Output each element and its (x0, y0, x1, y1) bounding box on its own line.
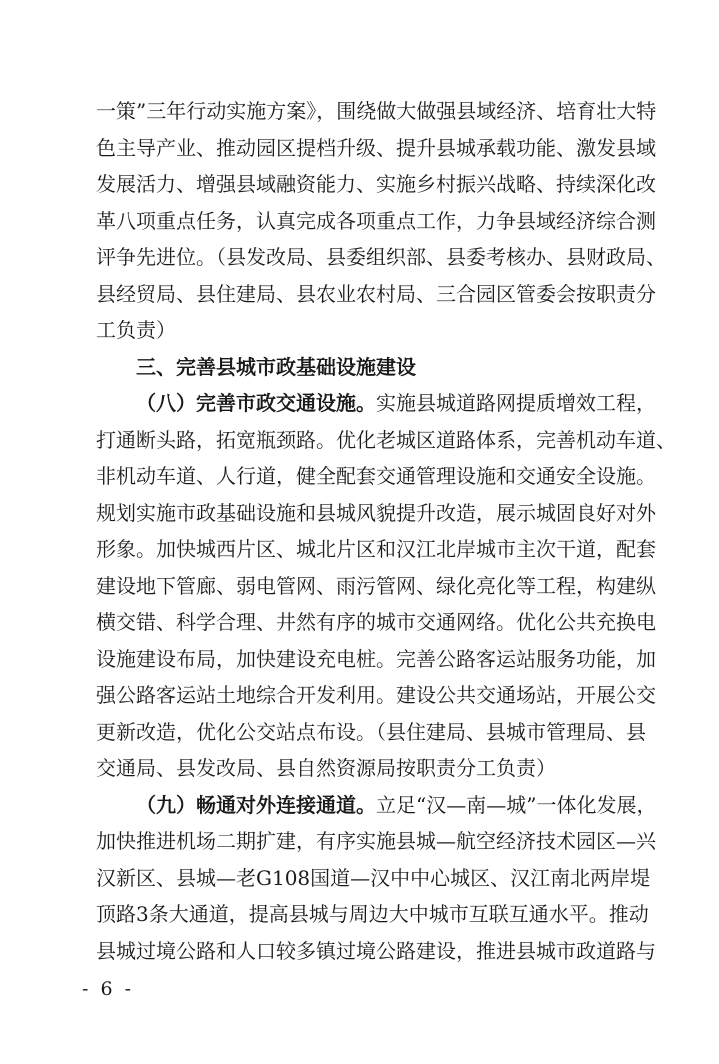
paragraph-line: 规划实施市政基础设施和县城风貌提升改造，展示城固良好对外 (96, 500, 656, 525)
item-eight-first-line (96, 385, 656, 422)
paragraph-line: 汉新区、县城—老G108国道—汉中中心城区、汉江南北两岸堤 (96, 865, 651, 890)
paragraph-line: 交通局、县发改局、县自然资源局按职责分工负责） (96, 756, 556, 780)
paragraph-line: 非机动车道、人行道，健全配套交通管理设施和交通安全设施。 (96, 464, 656, 488)
item-eight-title: （八）完善市政交通设施。 (136, 391, 376, 415)
paragraph-line: 评争先进位。（县发改局、县委组织部、县委考核办、县财政局、 (96, 245, 666, 269)
paragraph-line: 更新改造，优化公交站点布设。（县住建局、县城市管理局、县 (96, 719, 646, 744)
paragraph-line: 县城过境公路和人口较多镇过境公路建设，推进县城市政道路与 (96, 938, 656, 963)
item-nine-lead: 立足“汉—南—城”一体化发展， (376, 792, 657, 817)
paragraph-line: 一策”三年行动实施方案》，围绕做大做强县域经济、培育壮大特 (96, 99, 657, 123)
paragraph-line: 设施建设布局，加快建设充电桩。完善公路客运站服务功能，加 (96, 646, 656, 671)
paragraph-line: 县经贸局、县住建局、县农业农村局、三合园区管委会按职责分 (96, 281, 656, 306)
paragraph-line: 强公路客运站土地综合开发利用。建设公共交通场站，开展公交 (96, 683, 656, 707)
paragraph-line: 横交错、科学合理、井然有序的城市交通网络。优化公共充换电 (96, 610, 656, 634)
paragraph-line: 色主导产业、推动园区提档升级、提升县城承载功能、激发县域 (96, 135, 656, 160)
page-number: - 6 - (82, 978, 135, 1000)
item-nine-first-line (96, 787, 657, 824)
paragraph-line: 打通断头路，拓宽瓶颈路。优化老城区道路体系，完善机动车道、 (96, 427, 676, 452)
item-nine-title: （九）畅通对外连接通道。 (136, 792, 376, 817)
paragraph-line: 建设地下管廊、弱电管网、雨污管网、绿化亮化等工程，构建纵 (96, 573, 656, 598)
item-eight-lead: 实施县城道路网提质增效工程， (376, 391, 656, 415)
body-text (96, 93, 676, 969)
paragraph-line: 加快推进机场二期扩建，有序实施县城—航空经济技术园区—兴 (96, 829, 656, 853)
paragraph-line: 形象。加快城西片区、城北片区和汉江北岸城市主次干道，配套 (96, 537, 656, 561)
paragraph-line: 顶路3条大通道，提高县城与周边大中城市互联互通水平。推动 (96, 902, 649, 926)
paragraph-line: 工负责） (96, 318, 176, 342)
paragraph-line: 发展活力、增强县域融资能力、实施乡村振兴战略、持续深化改 (96, 172, 656, 196)
section-heading: 三、完善县城市政基础设施建设 (136, 354, 416, 379)
paragraph-line: 革八项重点任务，认真完成各项重点工作，力争县域经济综合测 (96, 208, 656, 233)
